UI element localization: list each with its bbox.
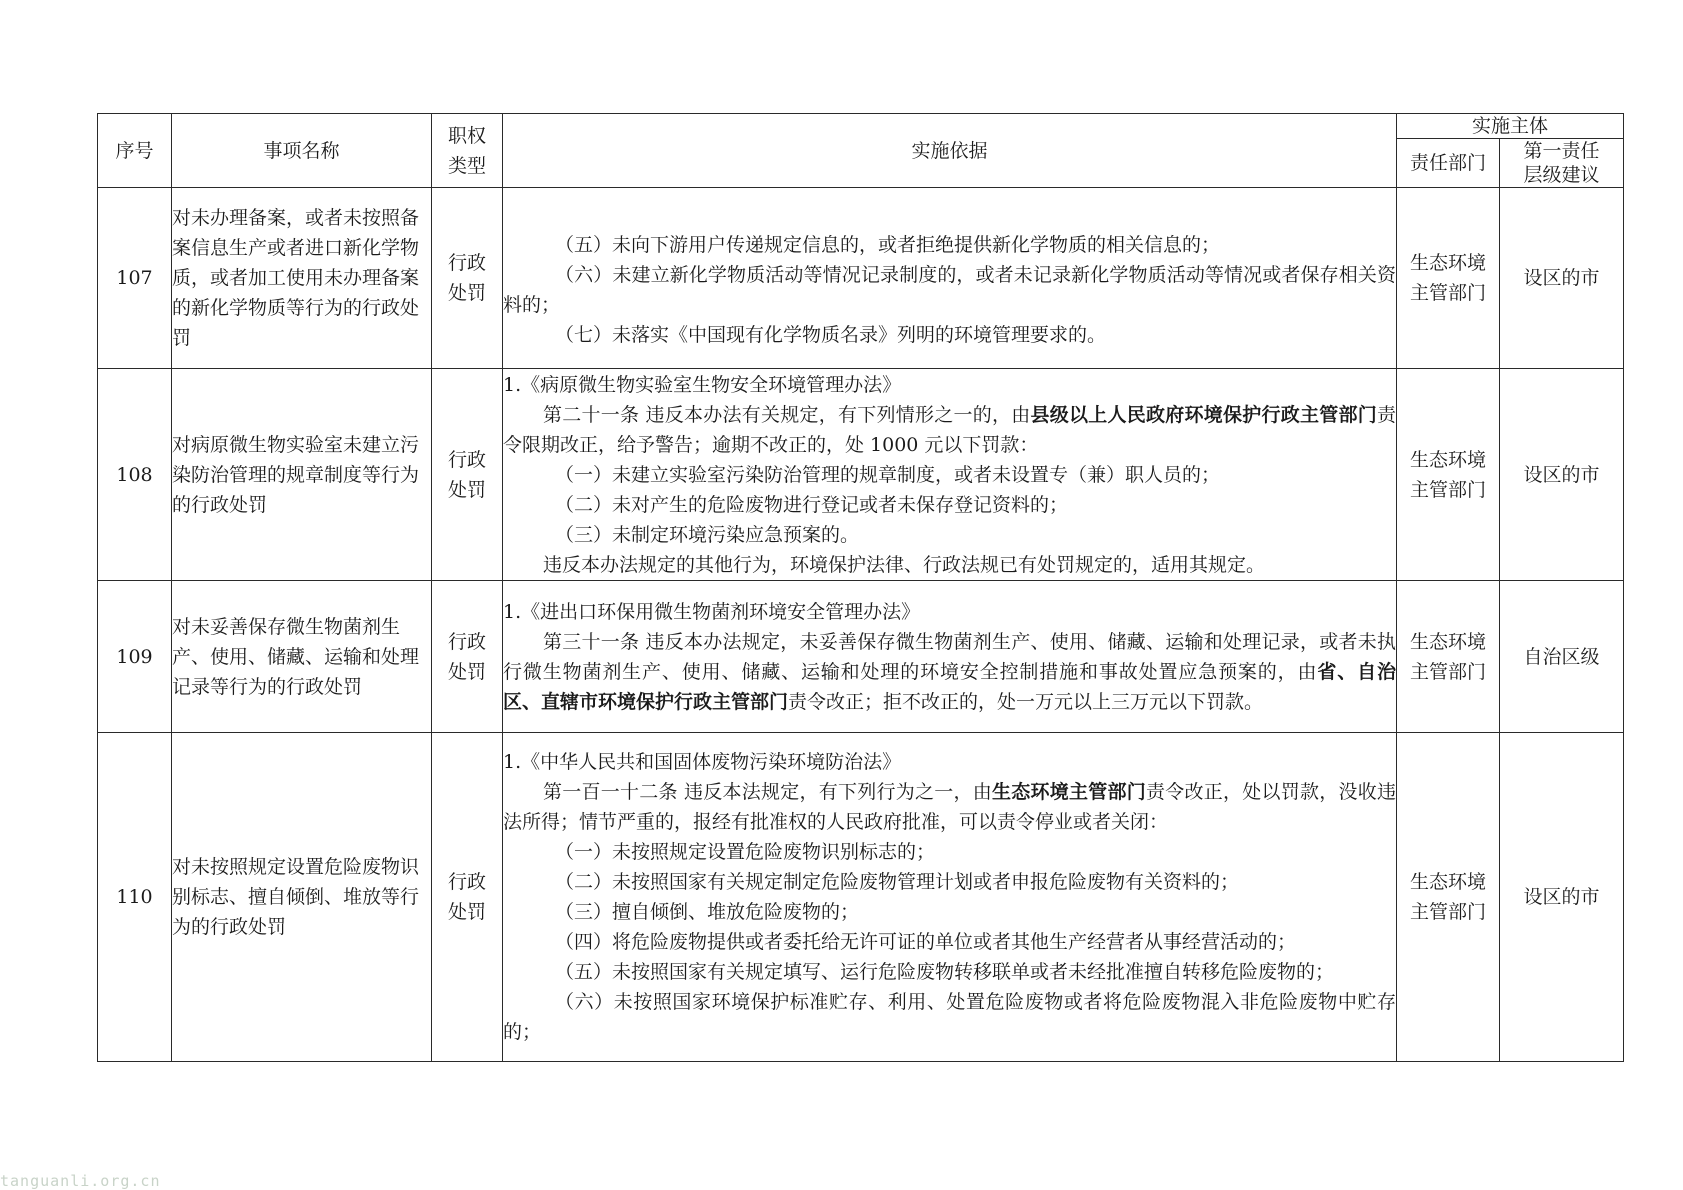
table-row	[98, 369, 1624, 581]
row-type: 行政处罚	[432, 369, 503, 581]
row-dept: 生态环境主管部门	[1397, 581, 1500, 733]
basis-item: （三）未制定环境污染应急预案的。	[555, 523, 860, 546]
row-basis	[503, 369, 1397, 581]
basis-item: （六）未按照国家环境保护标准贮存、利用、处置危险废物或者将危险废物混入非危险废物中贮存的；	[503, 991, 1396, 1043]
row-dept: 生态环境主管部门	[1397, 188, 1500, 369]
row-name: 对未妥善保存微生物菌剂生产、使用、储藏、运输和处理记录等行为的行政处罚	[172, 581, 432, 733]
header-seq: 序号	[98, 114, 172, 188]
row-seq: 109	[98, 581, 172, 733]
basis-item: （一）未按照规定设置危险废物识别标志的；	[555, 841, 936, 863]
row-level: 设区的市	[1500, 733, 1624, 1062]
basis-title: 1.《病原微生物实验室生物安全环境管理办法》	[503, 373, 902, 396]
row-type: 行政处罚	[432, 733, 503, 1062]
header-dept: 责任部门	[1397, 139, 1500, 188]
row-level: 设区的市	[1500, 188, 1624, 369]
basis-item: （五）未按照国家有关规定填写、运行危险废物转移联单或者未经批准擅自转移危险废物的；	[555, 961, 1335, 983]
row-seq: 107	[98, 188, 172, 369]
watermark-text: tanguanli.org.cn	[0, 1172, 161, 1190]
basis-item: （二）未对产生的危险废物进行登记或者未保存登记资料的；	[555, 493, 1069, 516]
basis-item: （五）未向下游用户传递规定信息的，或者拒绝提供新化学物质的相关信息的；	[555, 234, 1221, 256]
basis-item: （二）未按照国家有关规定制定危险废物管理计划或者申报危险废物有关资料的；	[555, 871, 1240, 893]
row-seq: 108	[98, 369, 172, 581]
row-basis	[503, 733, 1397, 1062]
row-level: 设区的市	[1500, 369, 1624, 581]
basis-tail: 违反本办法规定的其他行为，环境保护法律、行政法规已有处罚规定的，适用其规定。	[543, 553, 1266, 576]
header-level: 第一责任层级建议	[1500, 139, 1624, 188]
row-dept: 生态环境主管部门	[1397, 733, 1500, 1062]
basis-article: 第二十一条 违反本办法有关规定，有下列情形之一的，由县级以上人民政府环境保护行政主管部门责令限期改正，给予警告；逾期不改正的，处 1000 元以下罚款：	[503, 403, 1396, 456]
row-name: 对病原微生物实验室未建立污染防治管理的规章制度等行为的行政处罚	[172, 369, 432, 581]
basis-item: （六）未建立新化学物质活动等情况记录制度的，或者未记录新化学物质活动等情况或者保存相关资料的；	[503, 264, 1396, 316]
row-basis	[503, 188, 1397, 369]
basis-title: 1.《进出口环保用微生物菌剂环境安全管理办法》	[503, 600, 921, 623]
header-name: 事项名称	[172, 114, 432, 188]
table-row	[98, 581, 1624, 733]
row-type: 行政处罚	[432, 188, 503, 369]
row-seq: 110	[98, 733, 172, 1062]
enforcement-table	[97, 113, 1624, 1062]
basis-item: （七）未落实《中国现有化学物质名录》列明的环境管理要求的。	[555, 324, 1107, 346]
row-level: 自治区级	[1500, 581, 1624, 733]
table-row	[98, 733, 1624, 1062]
header-basis: 实施依据	[503, 114, 1397, 188]
row-basis	[503, 581, 1397, 733]
row-name: 对未办理备案，或者未按照备案信息生产或者进口新化学物质，或者加工使用未办理备案的新化学物质等行为的行政处罚	[172, 188, 432, 369]
basis-item: （一）未建立实验室污染防治管理的规章制度，或者未设置专（兼）职人员的；	[555, 463, 1221, 486]
header-subject: 实施主体	[1397, 114, 1624, 139]
row-type: 行政处罚	[432, 581, 503, 733]
basis-article: 第三十一条 违反本办法规定，未妥善保存微生物菌剂生产、使用、储藏、运输和处理记录，或者未执行微生物菌剂生产、使用、储藏、运输和处理的环境安全控制措施和事故处置应急预案的，由省、自治区、直辖市环境保护行政主管部门责令改正；拒不改正的，处一万元以上三万元以下罚款。	[503, 630, 1396, 713]
basis-title: 1.《中华人民共和国固体废物污染环境防治法》	[503, 751, 902, 773]
basis-article: 第一百一十二条 违反本法规定，有下列行为之一，由生态环境主管部门责令改正，处以罚款，没收违法所得；情节严重的，报经有批准权的人民政府批准，可以责令停业或者关闭：	[503, 781, 1396, 833]
header-type: 职权类型	[432, 114, 503, 188]
basis-item: （四）将危险废物提供或者委托给无许可证的单位或者其他生产经营者从事经营活动的；	[555, 931, 1297, 953]
basis-item: （三）擅自倾倒、堆放危险废物的；	[555, 901, 860, 923]
table-row	[98, 188, 1624, 369]
row-dept: 生态环境主管部门	[1397, 369, 1500, 581]
row-name: 对未按照规定设置危险废物识别标志、擅自倾倒、堆放等行为的行政处罚	[172, 733, 432, 1062]
